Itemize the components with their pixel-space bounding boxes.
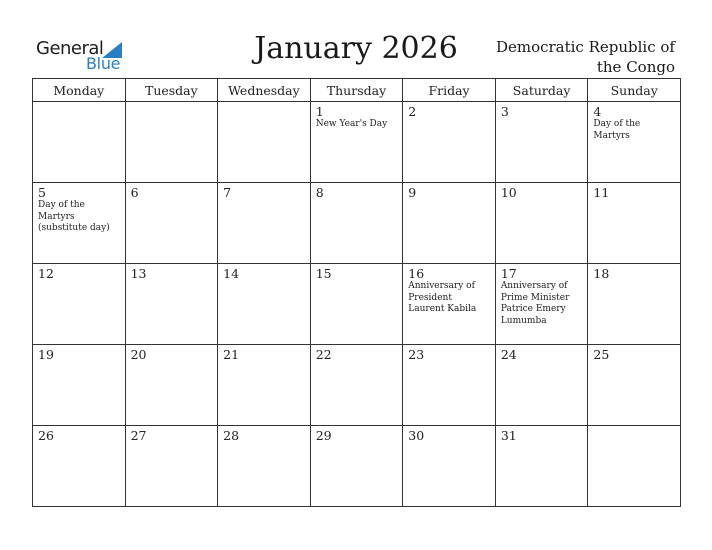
weekday-header: Saturday xyxy=(495,79,588,102)
holiday-label: Anniversary of President Laurent Kabila xyxy=(408,281,477,314)
holiday-label: Day of the Martyrs (substitute day) xyxy=(38,200,110,233)
day-cell xyxy=(403,345,496,426)
day-cell xyxy=(125,426,218,507)
day-cell xyxy=(403,426,496,507)
weekday-header: Wednesday xyxy=(218,79,311,102)
day-cell xyxy=(588,345,681,426)
day-cell xyxy=(218,345,311,426)
day-cell xyxy=(495,345,588,426)
day-number: 1 xyxy=(315,104,324,119)
day-number: 19 xyxy=(38,347,54,362)
day-cell xyxy=(218,102,311,183)
day-number: 11 xyxy=(593,185,610,200)
day-number: 20 xyxy=(130,347,147,362)
day-cell xyxy=(310,183,403,264)
day-cell xyxy=(33,426,126,507)
logo-text-general: General xyxy=(36,38,104,59)
day-number: 13 xyxy=(130,266,147,281)
day-number: 6 xyxy=(130,185,139,200)
day-number: 8 xyxy=(315,185,324,200)
day-cell xyxy=(125,345,218,426)
week-row xyxy=(33,102,681,183)
day-number: 4 xyxy=(593,104,602,119)
holiday-label: Anniversary of Prime Minister Patrice Emery Lumumba xyxy=(500,281,570,326)
weekday-header-row xyxy=(33,79,681,102)
day-cell xyxy=(588,426,681,507)
day-cell xyxy=(218,183,311,264)
weekday-header: Thursday xyxy=(310,79,403,102)
logo-text-blue: Blue xyxy=(86,54,121,73)
day-number: 18 xyxy=(593,266,610,281)
day-number: 23 xyxy=(408,347,425,362)
weekday-header: Monday xyxy=(33,79,126,102)
day-number: 5 xyxy=(38,185,46,200)
day-cell xyxy=(218,264,311,345)
day-cell xyxy=(588,102,681,183)
day-number: 27 xyxy=(130,428,147,443)
day-number: 2 xyxy=(408,104,417,119)
day-number: 9 xyxy=(408,185,417,200)
country-line-2: the Congo xyxy=(596,58,675,76)
weekday-header: Tuesday xyxy=(125,79,218,102)
day-cell xyxy=(33,183,126,264)
day-number: 14 xyxy=(223,266,240,281)
week-row xyxy=(33,264,681,345)
day-number: 3 xyxy=(500,104,509,119)
day-cell xyxy=(33,345,126,426)
calendar-title: January 2026 xyxy=(254,31,458,66)
day-number: 30 xyxy=(408,428,425,443)
day-cell xyxy=(495,102,588,183)
day-number: 28 xyxy=(223,428,240,443)
day-cell xyxy=(33,102,126,183)
day-cell xyxy=(125,183,218,264)
day-number: 29 xyxy=(315,428,332,443)
day-number: 10 xyxy=(500,185,517,200)
day-cell xyxy=(310,264,403,345)
day-number: 25 xyxy=(593,347,610,362)
day-cell xyxy=(403,102,496,183)
day-cell xyxy=(403,183,496,264)
country-line-1: Democratic Republic of xyxy=(495,38,675,56)
day-number: 12 xyxy=(38,266,54,281)
day-cell xyxy=(310,426,403,507)
calendar-grid xyxy=(32,78,681,507)
week-row xyxy=(33,426,681,507)
day-number: 17 xyxy=(500,266,517,281)
day-number: 26 xyxy=(38,428,54,443)
week-row xyxy=(33,345,681,426)
day-cell xyxy=(33,264,126,345)
day-cell xyxy=(125,102,218,183)
day-number: 31 xyxy=(500,428,517,443)
day-cell xyxy=(218,426,311,507)
day-cell xyxy=(495,426,588,507)
day-cell xyxy=(310,102,403,183)
day-cell xyxy=(403,264,496,345)
day-number: 16 xyxy=(408,266,425,281)
country-name xyxy=(475,37,675,77)
day-cell xyxy=(495,264,588,345)
day-cell xyxy=(588,264,681,345)
day-number: 24 xyxy=(500,347,517,362)
holiday-label: Day of the Martyrs xyxy=(593,119,641,141)
day-number: 21 xyxy=(223,347,240,362)
day-cell xyxy=(125,264,218,345)
day-cell xyxy=(495,183,588,264)
day-cell xyxy=(310,345,403,426)
day-number: 15 xyxy=(315,266,332,281)
day-cell xyxy=(588,183,681,264)
weekday-header: Friday xyxy=(403,79,496,102)
day-number: 7 xyxy=(223,185,232,200)
day-number: 22 xyxy=(315,347,332,362)
holiday-label: New Year's Day xyxy=(315,119,388,129)
weekday-header: Sunday xyxy=(588,79,681,102)
week-row xyxy=(33,183,681,264)
